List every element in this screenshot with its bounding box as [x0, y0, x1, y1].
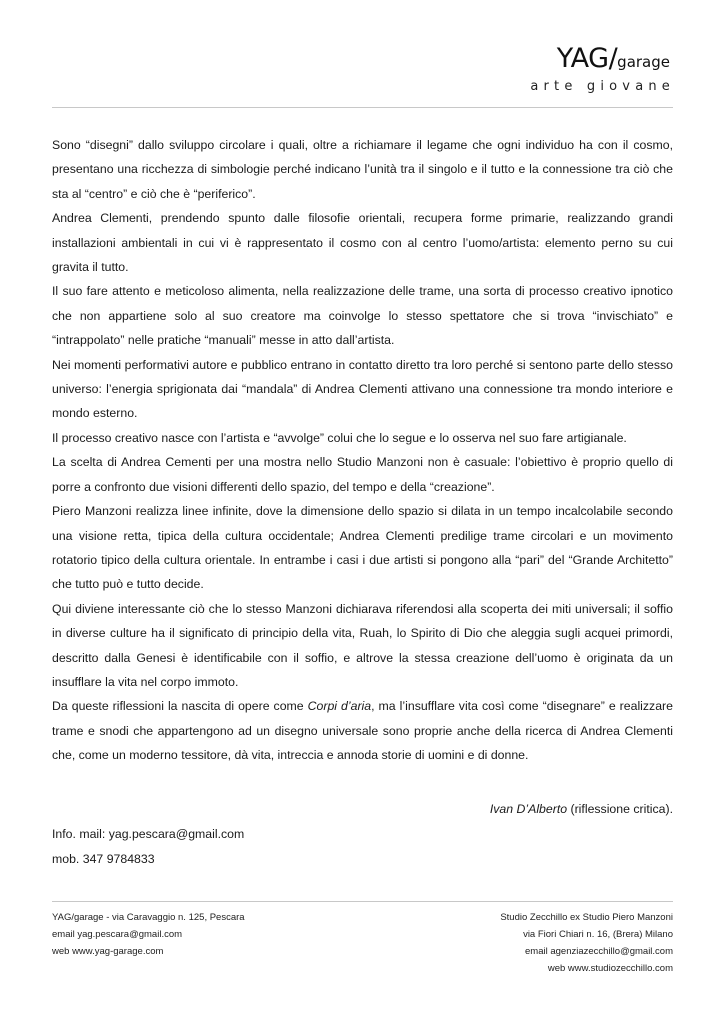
contact-info: [52, 822, 244, 872]
artwork-title: Corpi d’aria: [307, 699, 372, 714]
footer-yag-email: email yag.pescara@gmail.com: [52, 929, 183, 940]
paragraph-9-start: Da queste riflessioni la nascita di opere come: [52, 699, 308, 714]
logo-main-text: YAG/: [556, 43, 618, 74]
author-name: Ivan D’Alberto: [489, 802, 568, 816]
footer-yag-web: web www.yag-garage.com: [52, 946, 164, 957]
footer-divider: [52, 901, 673, 902]
paragraph-9-end: , ma l’insufflare vita così come “disegnare” e realizzare trame e snodi che appartengono ad un disegno universale sono proprie anche della ricerca di Andrea Clementi che, come un moderno tessitore, dà vita, intreccia e annoda storie di uomini e di donne.: [52, 699, 673, 763]
signature-note: (riflessione critica).: [567, 802, 673, 816]
contact-email: Info. mail: yag.pescara@gmail.com: [52, 827, 245, 841]
footer-studio: [500, 909, 673, 977]
paragraph-9: [52, 694, 673, 767]
contact-mobile: mob. 347 9784833: [52, 852, 155, 866]
paragraph-5: Il processo creativo nasce con l’artista e “avvolge” colui che lo segue e lo osserva nel suo fare artigianale.: [52, 430, 627, 445]
paragraph-8: Qui diviene interessante ciò che lo stesso Manzoni dichiarava riferendosi alla scoperta dei miti universali; il soffio in diverse culture ha il significato di principio della vita, Ruah, lo Spirito di Dio che aleggia sugli acquei primordi, descritto dalla Genesi è identificabile con il soffio, e altrove la stessa creazione dell’uomo è originata da un insufflare la vita nel corpo immoto.: [52, 601, 673, 689]
logo-tagline: arte giovane: [530, 79, 675, 94]
footer-studio-address: via Fiori Chiari n. 16, (Brera) Milano: [523, 929, 673, 940]
paragraph-3: Il suo fare attento e meticoloso alimenta, nella realizzazione delle trame, una sorta di processo creativo ipnotico che non appartiene solo al suo creatore ma coinvolge lo stesso spettatore che si trova “invischiato” e “intrappolato” nelle pratiche “manuali” messe in atto dall’artista.: [52, 284, 673, 348]
article-body: [52, 133, 673, 768]
footer-yag-address: YAG/garage - via Caravaggio n. 125, Pescara: [52, 912, 245, 923]
paragraph-6: La scelta di Andrea Cementi per una mostra nello Studio Manzoni non è casuale: l’obiettivo è proprio quello di porre a confronto due visioni differenti dello spazio, del tempo e della “creazione”.: [52, 455, 673, 494]
header-divider: [52, 107, 673, 108]
paragraph-4: Nei momenti performativi autore e pubblico entrano in contatto diretto tra loro perché si sentono parte dello stesso universo: l’energia sprigionata dai “mandala” di Andrea Clementi attivano una connessione tra mondo interiore e mondo esterno.: [52, 357, 673, 421]
paragraph-2: Andrea Clementi, prendendo spunto dalle filosofie orientali, recupera forme primarie, realizzando grandi installazioni ambientali in cui vi è rappresentato il cosmo con al centro l’uomo/artista: elemento perno su cui gravita il tutto.: [52, 211, 673, 275]
logo-wordmark: [530, 44, 670, 77]
yag-garage-logo: [530, 43, 675, 94]
paragraph-7: Piero Manzoni realizza linee infinite, dove la dimensione dello spazio si dilata in un tempo incalcolabile secondo una visione retta, tipica della cultura occidentale; Andrea Clementi predilige trame circolari e un movimento rotatorio tipico della cultura orientale. In entrambe i casi i due artisti si pongono alla “pari” del “Grande Architetto” che tutto può e tutto decide.: [52, 504, 673, 592]
footer-studio-email: email agenziazecchillo@gmail.com: [525, 946, 673, 957]
footer-studio-web: web www.studiozecchillo.com: [547, 963, 673, 974]
footer-yag: [52, 909, 245, 960]
paragraph-1: Sono “disegni” dallo sviluppo circolare i quali, oltre a richiamare il legame che ogni individuo ha con il cosmo, presentano una ricchezza di simbologie perché indicano l’unità tra il singolo e il tutto e la connessione tra ciò che sta al “centro” e ciò che è “periferico”.: [52, 138, 673, 201]
logo-sub-text: garage: [617, 53, 670, 71]
footer-studio-name: Studio Zecchillo ex Studio Piero Manzoni: [500, 912, 673, 923]
signature: [490, 797, 673, 821]
